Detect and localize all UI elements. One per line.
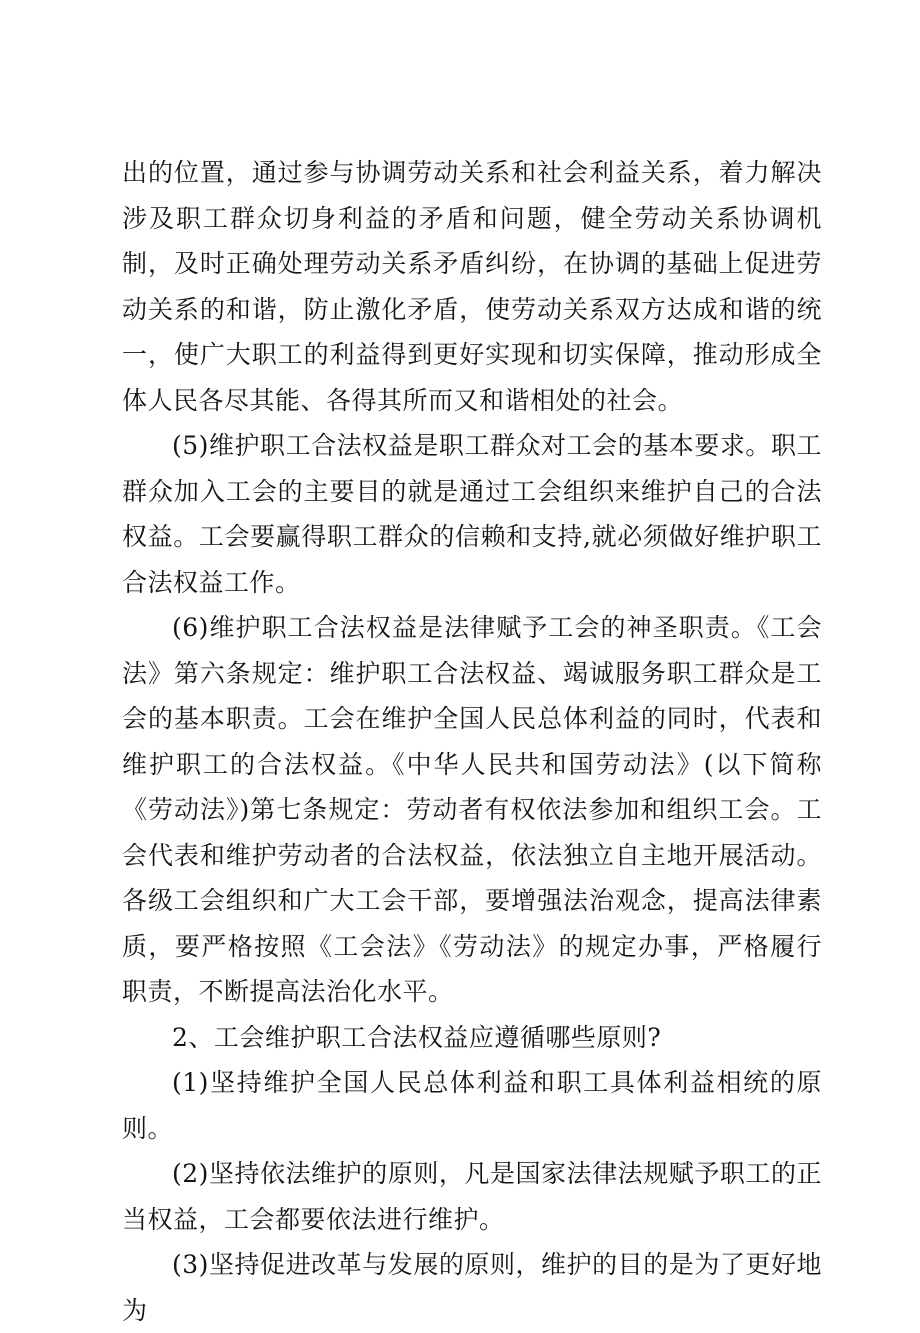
paragraph-item-5: (5)维护职工合法权益是职工群众对工会的基本要求。职工群众加入工会的主要目的就是通过工会组织来维护自己的合法权益。工会要赢得职工群众的信赖和支持,就必须做好维护职工合法权益工作。	[122, 431, 822, 597]
principle-item-1: (1)坚持维护全国人民总体利益和职工具体利益相统的原则。	[122, 1068, 822, 1143]
section-question-2: 2、工会维护职工合法权益应遵循哪些原则?	[172, 1022, 662, 1052]
principle-item-3: (3)坚持促进改革与发展的原则，维护的目的是为了更好地为	[122, 1250, 822, 1325]
paragraph-item-6: (6)维护职工合法权益是法律赋予工会的神圣职责。《工会法》第六条规定：维护职工合法权益、竭诚服务职工群众是工会的基本职责。工会在维护全国人民总体利益的同时，代表和维护职工的合法权益。《中华人民共和国劳动法》(以下简称《劳动法》)第七条规定：劳动者有权依法参加和组织工会。工会代表和维护劳动者的合法权益，依法独立自主地开展活动。各级工会组织和广大工会干部，要增强法治观念，提高法律素质，要严格按照《工会法》《劳动法》的规定办事，严格履行职责，不断提高法治化水平。	[122, 613, 822, 1006]
document-body	[122, 150, 822, 1333]
principle-item-2: (2)坚持依法维护的原则，凡是国家法律法规赋予职工的正当权益，工会都要依法进行维护。	[122, 1159, 822, 1234]
paragraph-continuation: 出的位置，通过参与协调劳动关系和社会利益关系，着力解决涉及职工群众切身利益的矛盾和问题，健全劳动关系协调机制，及时正确处理劳动关系矛盾纠纷，在协调的基础上促进劳动关系的和谐，防止激化矛盾，使劳动关系双方达成和谐的统一，使广大职工的利益得到更好实现和切实保障，推动形成全体人民各尽其能、各得其所而又和谐相处的社会。	[122, 158, 822, 415]
